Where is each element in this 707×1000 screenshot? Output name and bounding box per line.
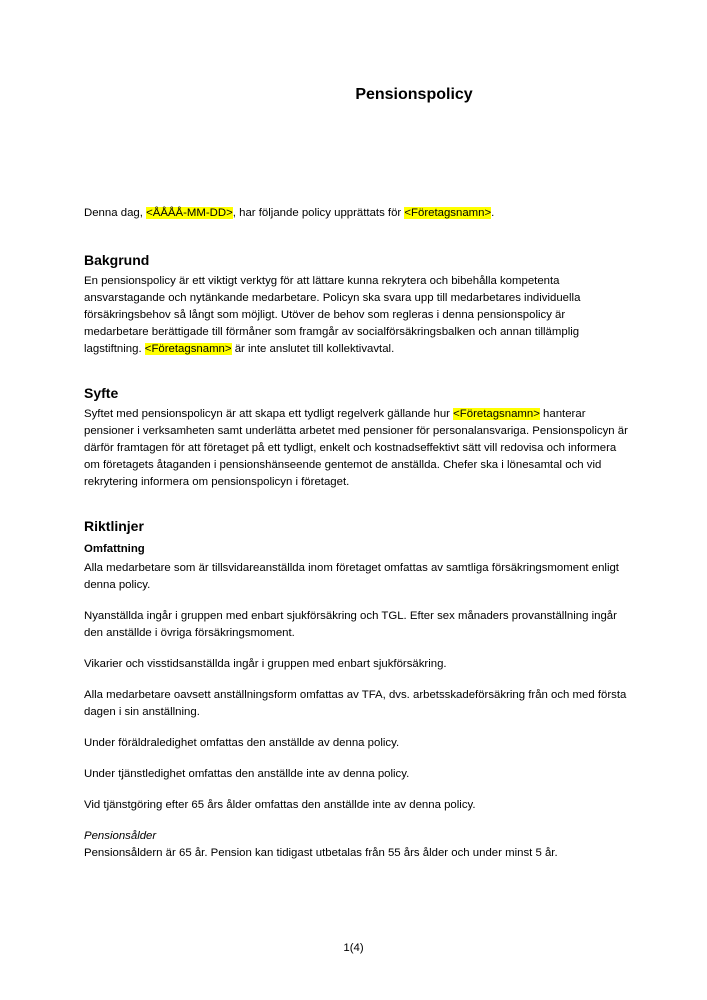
list-paragraph: Alla medarbetare oavsett anställningsform omfattas av TFA, dvs. arbetsskadeförsäkring från och med första dagen i sin anställning. bbox=[84, 689, 627, 718]
paragraph-text: En pensionspolicy är ett viktigt verktyg för att lättare kunna rekrytera och bibehålla kompetenta ansvarstagande och nytänkande medarbetare. Policyn ska svara upp till medarbetares individuella försäkringsbehov så långt som möjligt. Utöver de behov som regleras i denna pensionspolicy är medarbetare berättigade till förmåner som framgår av socialförsäkringsbalken och annan tillämplig lagstiftning. bbox=[84, 275, 581, 355]
section-paragraph bbox=[84, 273, 629, 358]
section-heading: Syfte bbox=[84, 385, 119, 401]
date-placeholder: <ÅÅÅÅ-MM-DD> bbox=[146, 207, 233, 219]
paragraph-text: Syftet med pensionspolicyn är att skapa ett tydligt regelverk gällande hur bbox=[84, 408, 454, 420]
section-paragraph: Pensionsåldern är 65 år. Pension kan tidigast utbetalas från 55 års ålder och under minst 5 år. bbox=[84, 847, 558, 859]
document-body bbox=[84, 205, 629, 862]
intro-text: , har följande policy upprättats för bbox=[232, 207, 405, 219]
intro-text: . bbox=[491, 207, 495, 219]
list-paragraph: Under tjänstledighet omfattas den anställde inte av denna policy. bbox=[84, 768, 410, 780]
subsection-heading-italic: Pensionsålder bbox=[84, 830, 157, 842]
intro-paragraph bbox=[84, 205, 629, 222]
intro-text: Denna dag, bbox=[84, 207, 147, 219]
section-heading: Riktlinjer bbox=[84, 518, 144, 534]
document-title: Pensionspolicy bbox=[355, 86, 473, 103]
paragraph-text: hanterar pensioner i verksamheten samt underlätta arbetet med pensioner för personalansvariga. Pensionspolicyn är därför framtagen för att företaget på ett tydligt, enkelt och kostnadseffektivt sätt vill redovisa och informera om företagets åtaganden i pensionshänseende gentemot de anställda. Chefer ska i lönesamtal och vid rekrytering informera om pensionspolicyn i företaget. bbox=[84, 408, 628, 488]
company-placeholder: <Företagsnamn> bbox=[453, 408, 540, 420]
list-paragraph: Alla medarbetare som är tillsvidareanställda inom företaget omfattas av samtliga försäkringsmoment enligt denna policy. bbox=[84, 562, 619, 591]
list-paragraph: Under föräldraledighet omfattas den anställde av denna policy. bbox=[84, 737, 400, 749]
section-bakgrund bbox=[84, 251, 629, 358]
company-placeholder: <Företagsnamn> bbox=[144, 343, 232, 355]
list-paragraph: Nyanställda ingår i gruppen med enbart sjukförsäkring och TGL. Efter sex månaders provanställning ingår den anställde i övriga försäkringsmoment. bbox=[84, 610, 617, 639]
paragraph-text: är inte anslutet till kollektivavtal. bbox=[231, 343, 395, 355]
list-paragraph: Vikarier och visstidsanställda ingår i gruppen med enbart sjukförsäkring. bbox=[84, 658, 447, 670]
section-heading: Bakgrund bbox=[84, 252, 150, 268]
subsection-heading: Omfattning bbox=[84, 543, 145, 555]
page-number: 1(4) bbox=[343, 942, 364, 954]
section-syfte bbox=[84, 384, 629, 491]
section-paragraph bbox=[84, 406, 629, 491]
company-placeholder: <Företagsnamn> bbox=[404, 207, 492, 219]
list-paragraph: Vid tjänstgöring efter 65 års ålder omfattas den anställde inte av denna policy. bbox=[84, 799, 476, 811]
section-riktlinjer bbox=[84, 517, 629, 862]
